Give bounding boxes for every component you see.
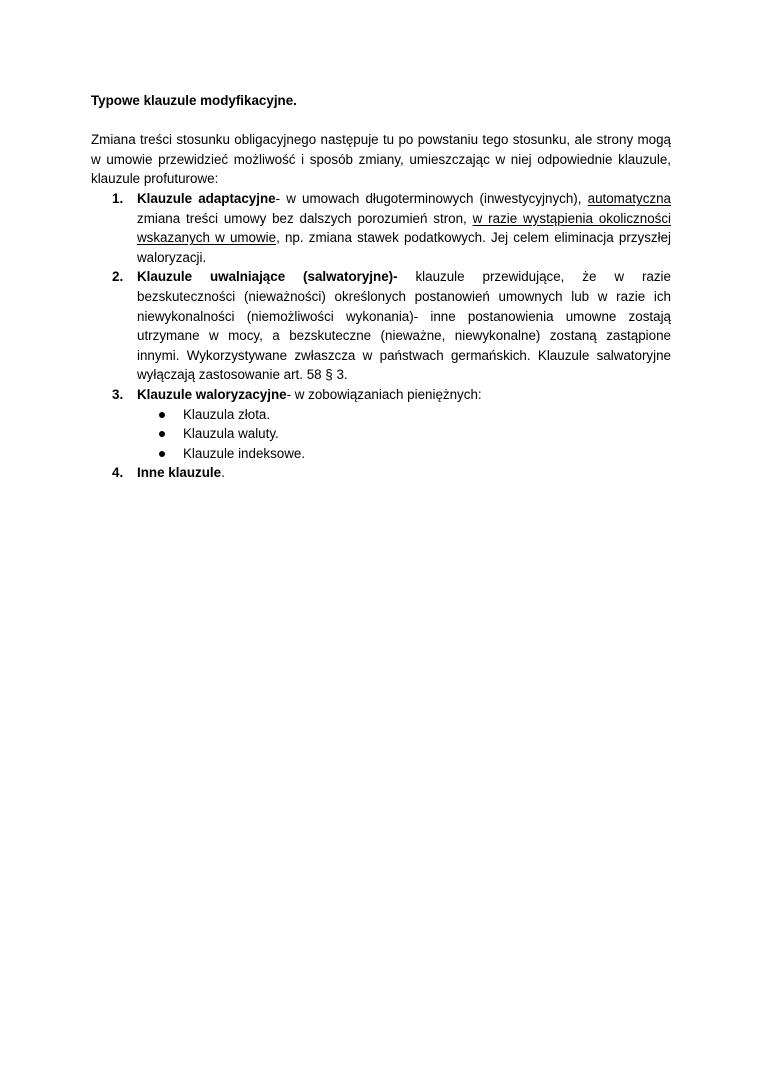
bullet-item — [183, 405, 671, 425]
item-number: 1. — [112, 190, 124, 206]
bullet-text: Klauzula waluty. — [183, 426, 279, 442]
clause-list — [91, 189, 671, 483]
item-heading: Inne klauzule — [137, 465, 222, 481]
item-text: - w zobowiązaniach pieniężnych: — [286, 386, 482, 402]
bullet-icon — [159, 431, 165, 437]
bullet-list — [137, 405, 671, 464]
document-page — [91, 91, 671, 483]
bullet-icon — [159, 412, 165, 418]
item-heading: Klauzule waloryzacyjne — [137, 386, 287, 402]
item-heading: Klauzule adaptacyjne — [137, 190, 276, 206]
bullet-item — [183, 444, 671, 464]
bullet-icon — [159, 451, 165, 457]
list-item — [112, 267, 671, 385]
intro-paragraph: Zmiana treści stosunku obligacyjnego następuje tu po powstaniu tego stosunku, ale strony mogą w umowie przewidzieć możliwość i sposób zmiany, umieszczając w niej odpowiednie klauzule, klauzule profuturowe: — [91, 132, 671, 187]
item-text: - w umowach długoterminowych (inwestycyjnych), — [275, 190, 588, 206]
item-text: . — [221, 465, 225, 481]
bullet-text: Klauzule indeksowe. — [183, 445, 306, 461]
list-item — [112, 385, 671, 463]
item-heading: Klauzule uwalniające (salwatoryjne)- — [137, 269, 398, 285]
bullet-item — [183, 424, 671, 444]
bullet-text: Klauzula złota. — [183, 406, 271, 422]
list-item — [112, 189, 672, 267]
list-item — [112, 463, 671, 483]
item-text: zmiana treści umowy bez dalszych porozumień stron, — [137, 210, 473, 226]
document-title: Typowe klauzule modyfikacyjne. — [91, 93, 297, 108]
item-text: , np. zmiana stawek podatkowych. Jej celem eliminacja przyszłej waloryzacji. — [137, 230, 671, 265]
underlined-text: w razie wystąpienia okoliczności wskazanych w umowie — [137, 210, 672, 246]
item-number: 2. — [112, 269, 124, 285]
item-number: 3. — [112, 386, 124, 402]
underlined-text: automatyczna — [587, 190, 671, 206]
item-number: 4. — [112, 465, 124, 481]
item-text: klauzule przewidujące, że w razie bezskuteczności (nieważności) określonych postanowień umownych lub w razie ich niewykonalności (niemożliwości wykonania)- inne postanowienia umowne zostają utrzymane w mocy, a bezskuteczne (nieważne, niewykonalne) zostaną zastąpione innymi. Wykorzystywane zwłaszcza w państwach germańskich. Klauzule salwatoryjne wyłączają zastosowanie art. 58 § 3. — [137, 269, 671, 383]
